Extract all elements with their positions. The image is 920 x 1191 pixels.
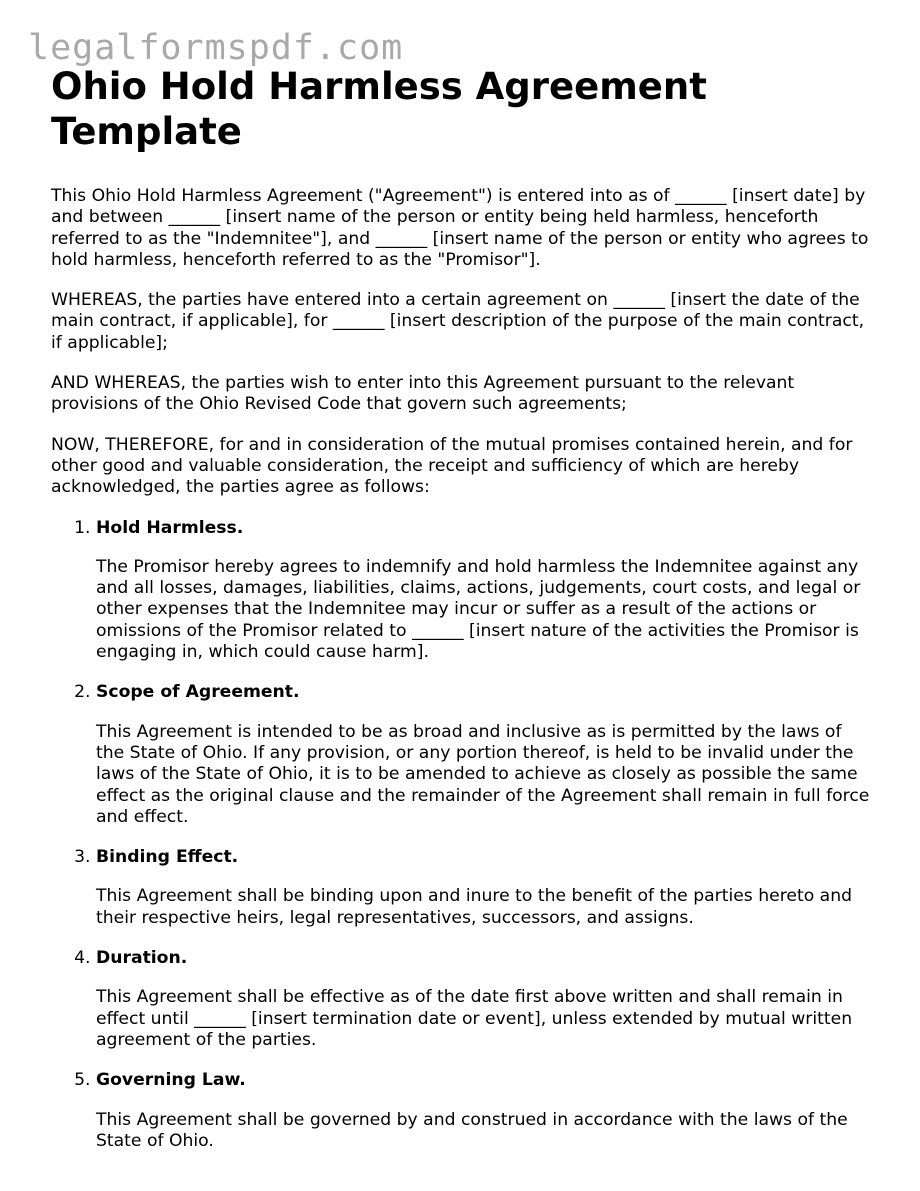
whereas-paragraph: WHEREAS, the parties have entered into a certain agreement on ______ [insert the date of the main contract, if applicable], for ______ [insert description of the purpose of the main contract, if applicable]; [51, 290, 865, 353]
section-body: The Promisor hereby agrees to indemnify and hold harmless the Indemnitee against any and all losses, damages, liabilities, claims, actions, judgements, court costs, and legal or other expenses that the Indemnitee may incur or suffer as a result of the actions or omissions of the Promisor related to ______ [insert nature of the activities the Promisor is engaging in, which could cause harm]. [96, 556, 861, 663]
document-title: Ohio Hold Harmless Agreement Template [51, 65, 707, 153]
and-whereas-paragraph: AND WHEREAS, the parties wish to enter into this Agreement pursuant to the relevant provisions of the Ohio Revised Code that govern such agreements; [51, 373, 795, 415]
section-title: 2. Scope of Agreement. [96, 682, 300, 703]
section-hold-harmless [96, 518, 873, 664]
section-title: 1. Hold Harmless. [96, 517, 244, 538]
watermark: legalformspdf.com [28, 28, 404, 68]
section-duration [96, 948, 873, 1051]
section-title: 4. Duration. [96, 948, 188, 969]
sections-list [51, 518, 873, 1153]
section-scope-of-agreement [96, 682, 873, 828]
section-title: 3. Binding Effect. [96, 847, 239, 868]
section-binding-effect [96, 847, 873, 929]
section-body: This Agreement shall be effective as of the date first above written and shall remain in effect until ______ [insert termination date or event], unless extended by mutual written agreement of the parties. [96, 987, 853, 1050]
now-therefore-paragraph: NOW, THEREFORE, for and in consideration of the mutual promises contained herein, and for other good and valuable consideration, the receipt and sufficiency of which are hereby acknowledged, the parties agree as follows: [51, 434, 853, 498]
section-governing-law [96, 1070, 873, 1152]
section-body: This Agreement is intended to be as broad and inclusive as is permitted by the laws of the State of Ohio. If any provision, or any portion thereof, is held to be invalid under the laws of the State of Ohio, it is to be amended to achieve as closely as possible the same effect as the original clause and the remainder of the Agreement shall remain in full force and effect. [96, 721, 870, 827]
section-title: 5. Governing Law. [96, 1070, 246, 1091]
document-page [51, 64, 873, 1171]
section-body: This Agreement shall be binding upon and inure to the benefit of the parties hereto and their respective heirs, legal representatives, successors, and assigns. [96, 886, 853, 928]
intro-paragraph: This Ohio Hold Harmless Agreement ("Agreement") is entered into as of ______ [insert date] by and between ______ [insert name of the person or entity being held harmless, henceforth referred to as the "Indemnitee"], and ______ [insert name of the person or entity who agrees to hold harmless, henceforth referred to as the "Promisor"]. [51, 186, 869, 270]
section-body: This Agreement shall be governed by and construed in accordance with the laws of the State of Ohio. [96, 1109, 848, 1151]
